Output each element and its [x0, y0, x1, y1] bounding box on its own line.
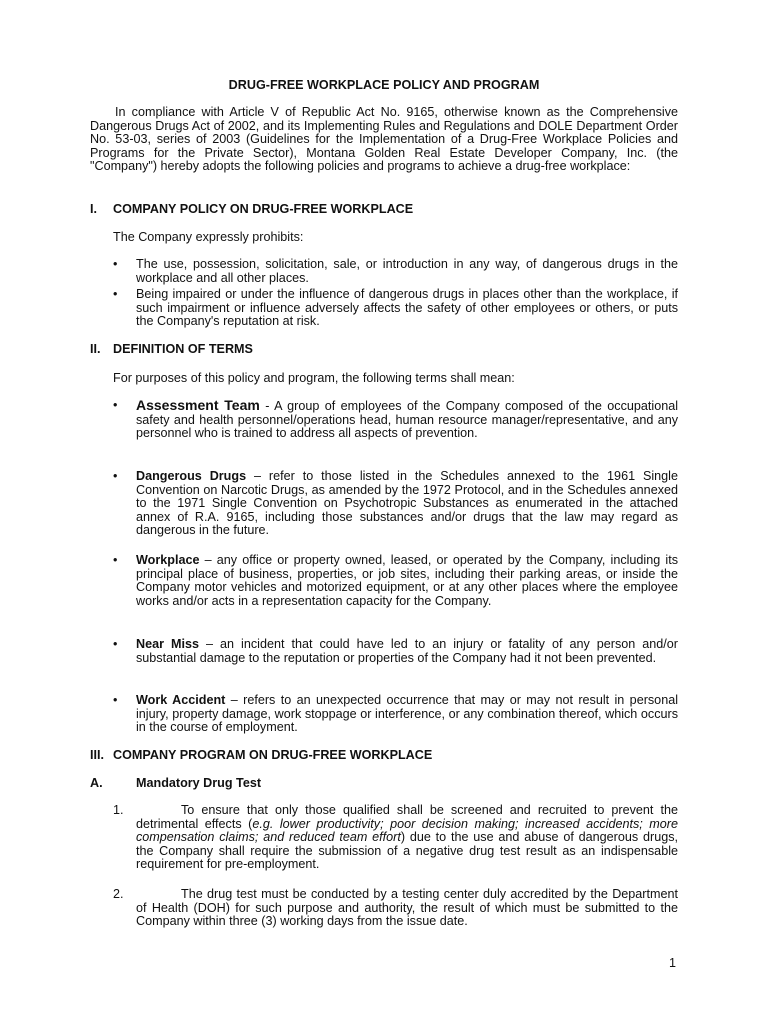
- subsection-a-title: Mandatory Drug Test: [136, 776, 262, 790]
- bullet-icon: •: [113, 257, 118, 271]
- term-definition: – any office or property owned, leased, or operated by the Company, including its principal place of business, properties, or job sites, including their parking areas, or inside the Company motor vehicles and motorized equipment, or at any other places where the employee works and/or acts in a representation capacity for the Company.: [136, 553, 678, 608]
- term-work-accident: Work Accident: [136, 693, 226, 707]
- term-definition: – an incident that could have led to an injury or fatality of any person and/or substantial damage to the reputation or properties of the Company had it not been prevented.: [136, 637, 678, 665]
- section-2-heading: [90, 343, 678, 357]
- term-dangerous-drugs: Dangerous Drugs: [136, 469, 247, 483]
- intro-paragraph: In compliance with Article V of Republic Act No. 9165, otherwise known as the Comprehensive Dangerous Drugs Act of 2002, and its Implementing Rules and Regulations and DOLE Department Order No. 53-03, series of 2003 (Guidelines for the Implementation of a Drug-Free Workplace Policies and Programs for the Private Sector), Montana Golden Real Estate Developer Company, Inc. (the "Company") hereby adopts the following policies and programs to achieve a drug-free workplace:: [90, 105, 678, 174]
- section-3-heading: [90, 749, 678, 763]
- list-item: [113, 258, 678, 285]
- bullet-icon: •: [113, 469, 118, 483]
- section-1-title: COMPANY POLICY ON DRUG-FREE WORKPLACE: [113, 202, 414, 216]
- bullet-icon: •: [113, 398, 118, 412]
- page-number: 1: [669, 956, 677, 970]
- list-item: [113, 470, 678, 538]
- section-2-title: DEFINITION OF TERMS: [113, 342, 253, 356]
- list-item: [113, 554, 678, 608]
- prohibition-text: The use, possession, solicitation, sale, or introduction in any way, of dangerous drugs in the workplace and all other places.: [136, 257, 678, 285]
- list-item: [113, 638, 678, 665]
- section-1-heading: [90, 203, 678, 217]
- term-definition: – refers to an unexpected occurrence that may or may not result in personal injury, property damage, work stoppage or interference, or any combination thereof, which occurs in the course of employment.: [136, 693, 678, 735]
- item-examples: e.g. lower productivity; poor decision making; increased accidents; more compensation claims; and reduced team effort: [136, 816, 678, 845]
- item-number: 2.: [113, 887, 124, 901]
- item-text: The drug test must be conducted by a testing center duly accredited by the Department of Health (DOH) for such purpose and authority, the result of which must be submitted to the Company within three (3) working days from the issue date.: [136, 887, 678, 929]
- term-workplace: Workplace: [136, 553, 200, 567]
- bullet-icon: •: [113, 553, 118, 567]
- subsection-a-heading: [90, 777, 678, 791]
- list-item: [113, 694, 678, 735]
- prohibition-text: Being impaired or under the influence of dangerous drugs in places other than the workplace, if such impairment or influence adversely affects the safety of other employees or others, or puts the Company's reputation at risk.: [136, 287, 678, 329]
- section-1-lead: The Company expressly prohibits:: [113, 230, 304, 244]
- document-title: DRUG-FREE WORKPLACE POLICY AND PROGRAM: [228, 78, 540, 92]
- list-item: [113, 288, 678, 329]
- bullet-icon: •: [113, 287, 118, 301]
- term-definition: - A group of employees of the Company composed of the occupational safety and health personnel/operations head, human resource manager/representative, and any personnel who is trained to address all aspects of prevention.: [136, 399, 679, 441]
- list-item: [113, 399, 678, 441]
- numbered-item: [113, 804, 678, 872]
- numbered-item: [113, 888, 678, 929]
- term-near-miss: Near Miss: [136, 637, 200, 651]
- section-3-title: COMPANY PROGRAM ON DRUG-FREE WORKPLACE: [113, 748, 433, 762]
- bullet-icon: •: [113, 637, 118, 651]
- item-text-end: ) due to the use and abuse of dangerous drugs, the Company shall require the submission of a negative drug test result as an indispensable requirement for pre-employment.: [136, 830, 678, 872]
- item-number: 1.: [113, 803, 124, 817]
- section-2-lead: For purposes of this policy and program, the following terms shall mean:: [113, 371, 515, 385]
- item-text: To ensure that only those qualified shall be screened and recruited to prevent the detrimental effects (: [136, 803, 678, 831]
- section-1-number: I.: [90, 202, 97, 216]
- term-assessment-team: Assessment Team: [136, 397, 260, 413]
- term-definition: – refer to those listed in the Schedules annexed to the 1961 Single Convention on Narcotic Drugs, as amended by the 1972 Protocol, and in the Schedules annexed to the 1971 Single Convention on Psychotropic Substances as enumerated in the attached annex of R.A. 9165, including those substances and/or drugs that the law may regard as dangerous in the future.: [136, 469, 678, 538]
- bullet-icon: •: [113, 693, 118, 707]
- section-2-number: II.: [90, 342, 101, 356]
- subsection-a-number: A.: [90, 776, 103, 790]
- section-3-number: III.: [90, 748, 104, 762]
